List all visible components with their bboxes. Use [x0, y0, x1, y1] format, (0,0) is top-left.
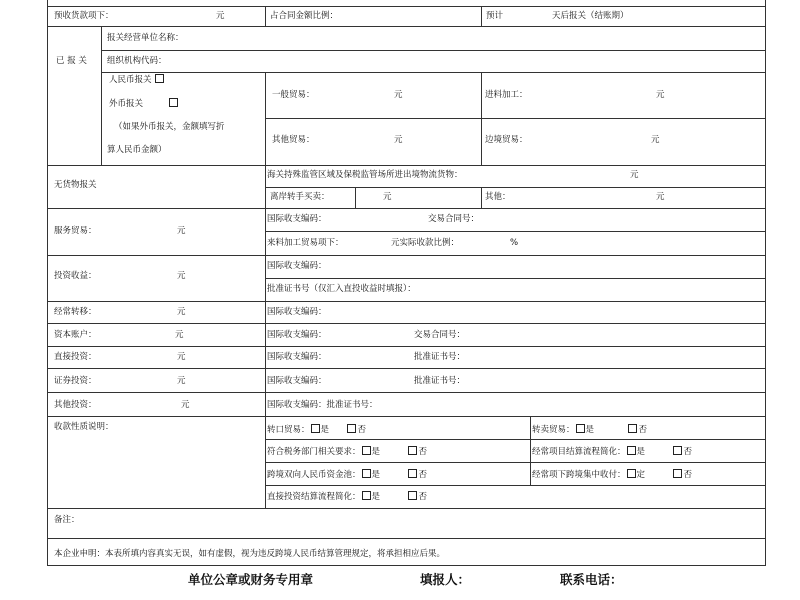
- current-simplify-yes-checkbox[interactable]: [627, 446, 636, 455]
- no-goods-other-unit: 元: [656, 192, 665, 202]
- securities-label: 证券投资：: [54, 376, 97, 386]
- declare-note-2: 算人民币金额）: [107, 145, 167, 155]
- no-goods-other-label: 其他：: [485, 192, 511, 202]
- entrepot-no-checkbox[interactable]: [347, 424, 356, 433]
- phone-label: 联系电话：: [560, 572, 623, 587]
- tax-yes-checkbox[interactable]: [362, 446, 371, 455]
- declare-note-1: （如果外币报关，金额填写折: [114, 122, 225, 132]
- org-code-label: 组织机构代码：: [107, 56, 167, 66]
- cross-collect-no-checkbox[interactable]: [673, 469, 682, 478]
- rmb-declare: [109, 74, 165, 86]
- current-simplify-no-label: 否: [683, 447, 692, 457]
- direct-approval-label: 批准证书号：: [414, 352, 466, 362]
- direct-simplify-yes-label: 是: [371, 492, 381, 502]
- actual-ratio-label: 元实际收款比例：: [391, 238, 460, 248]
- special-zone-label: 海关持殊监管区域及保税监管场所进出境物流货物：: [267, 170, 463, 180]
- nature-label: 收款性质说明：: [54, 422, 114, 432]
- foreign-declare-label: 外币报关: [109, 99, 144, 109]
- declared-section-label: 已 报 关: [56, 56, 87, 66]
- capital-label: 资本账户：: [54, 330, 97, 340]
- ratio-label: 占合同金额比例：: [270, 11, 339, 21]
- investment-label: 投资收益：: [54, 271, 97, 281]
- general-trade-label: 一般贸易：: [272, 90, 315, 100]
- other-trade-label: 其他贸易：: [272, 135, 315, 145]
- offshore-unit: 元: [383, 192, 392, 202]
- transfer-label: 经常转移：: [54, 307, 97, 317]
- entrepot-option: [267, 424, 366, 436]
- processing-unit: 元: [656, 90, 665, 100]
- tax-no-checkbox[interactable]: [408, 446, 417, 455]
- processing-label: 进料加工：: [485, 90, 528, 100]
- resale-label: 转卖贸易：: [532, 425, 575, 435]
- service-code-label: 国际收支编码：: [267, 214, 327, 224]
- resale-option: [532, 424, 647, 436]
- resale-yes-checkbox[interactable]: [576, 424, 585, 433]
- cross-pool-option: [267, 469, 427, 481]
- general-trade-unit: 元: [394, 90, 403, 100]
- border-trade-unit: 元: [651, 135, 660, 145]
- advance-unit: 元: [216, 11, 225, 21]
- service-unit: 元: [177, 226, 186, 236]
- other-investment-label: 其他投资：: [54, 400, 97, 410]
- rmb-checkbox[interactable]: [155, 74, 164, 83]
- cross-pool-no-label: 否: [418, 470, 427, 480]
- special-zone-unit: 元: [630, 170, 639, 180]
- cross-collect-yes-checkbox[interactable]: [627, 469, 636, 478]
- cross-pool-yes-label: 是: [371, 470, 381, 480]
- direct-simplify-label: 直接投资结算流程简化：: [267, 492, 361, 502]
- remarks-label: 备注：: [54, 515, 80, 525]
- processing-trade-label: 来料加工贸易项下：: [267, 238, 344, 248]
- current-simplify-no-checkbox[interactable]: [673, 446, 682, 455]
- foreign-checkbox[interactable]: [169, 98, 178, 107]
- investment-approval-label: 批准证书号（仅汇入直投收益时填报）：: [267, 284, 416, 294]
- resale-yes-label: 是: [585, 425, 595, 435]
- company-name-label: 报关经营单位名称：: [107, 33, 184, 43]
- resale-no-checkbox[interactable]: [628, 424, 637, 433]
- cross-pool-label: 跨境双向人民币资金池：: [267, 470, 361, 480]
- cross-pool-no-checkbox[interactable]: [408, 469, 417, 478]
- direct-simplify-yes-checkbox[interactable]: [362, 491, 371, 500]
- direct-code-label: 国际收支编码：: [267, 352, 327, 362]
- direct-simplify-no-label: 否: [418, 492, 427, 502]
- offshore-label: 离岸转手买卖：: [270, 192, 330, 202]
- investment-unit: 元: [177, 271, 186, 281]
- tax-label: 符合税务部门相关要求：: [267, 447, 361, 457]
- cross-collect-option: [532, 469, 692, 481]
- capital-unit: 元: [175, 330, 184, 340]
- other-trade-unit: 元: [394, 135, 403, 145]
- tax-yes-label: 是: [371, 447, 381, 457]
- tax-option: [267, 446, 427, 458]
- filler-label: 填报人：: [420, 572, 471, 587]
- tax-no-label: 否: [418, 447, 427, 457]
- current-simplify-option: [532, 446, 692, 458]
- days-label: 天后报关（结账期）: [552, 11, 629, 21]
- cross-collect-no-label: 否: [683, 470, 692, 480]
- declaration-text: 本企业申明：本表所填内容真实无误，如有虚假，视为违反跨境人民币结算管理规定，将承担相应后果。: [54, 549, 446, 559]
- direct-label: 直接投资：: [54, 352, 97, 362]
- cross-collect-label: 经常项下跨境集中收付：: [532, 470, 626, 480]
- securities-code-label: 国际收支编码：: [267, 376, 327, 386]
- capital-contract-label: 交易合同号：: [414, 330, 466, 340]
- direct-simplify-no-checkbox[interactable]: [408, 491, 417, 500]
- no-goods-label: 无货物报关: [54, 180, 97, 190]
- direct-simplify-option: [267, 491, 427, 503]
- investment-code-label: 国际收支编码：: [267, 261, 327, 271]
- entrepot-no-label: 否: [357, 425, 366, 435]
- service-contract-label: 交易合同号：: [428, 214, 480, 224]
- resale-no-label: 否: [638, 425, 647, 435]
- entrepot-yes-label: 是: [320, 425, 330, 435]
- capital-code-label: 国际收支编码：: [267, 330, 327, 340]
- direct-unit: 元: [177, 352, 186, 362]
- other-investment-code-label: 国际收支编码：批准证书号：: [267, 400, 378, 410]
- securities-unit: 元: [177, 376, 186, 386]
- transfer-unit: 元: [177, 307, 186, 317]
- estimate-label: 预计: [486, 11, 504, 21]
- securities-approval-label: 批准证书号：: [414, 376, 466, 386]
- rmb-declare-label: 人民币报关: [109, 75, 152, 85]
- cross-collect-fixed-label: 定: [636, 470, 646, 480]
- entrepot-yes-checkbox[interactable]: [311, 424, 320, 433]
- seal-label: 单位公章或财务专用章: [188, 572, 314, 587]
- cross-pool-yes-checkbox[interactable]: [362, 469, 371, 478]
- percent-sign: %: [510, 238, 519, 248]
- current-simplify-label: 经常项目结算流程简化：: [532, 447, 626, 457]
- entrepot-label: 转口贸易：: [267, 425, 310, 435]
- other-investment-unit: 元: [181, 400, 190, 410]
- service-label: 服务贸易：: [54, 226, 97, 236]
- transfer-code-label: 国际收支编码：: [267, 307, 327, 317]
- border-trade-label: 边境贸易：: [485, 135, 528, 145]
- advance-label: 预收货款项下：: [54, 11, 114, 21]
- foreign-declare: [109, 98, 179, 110]
- current-simplify-yes-label: 是: [636, 447, 646, 457]
